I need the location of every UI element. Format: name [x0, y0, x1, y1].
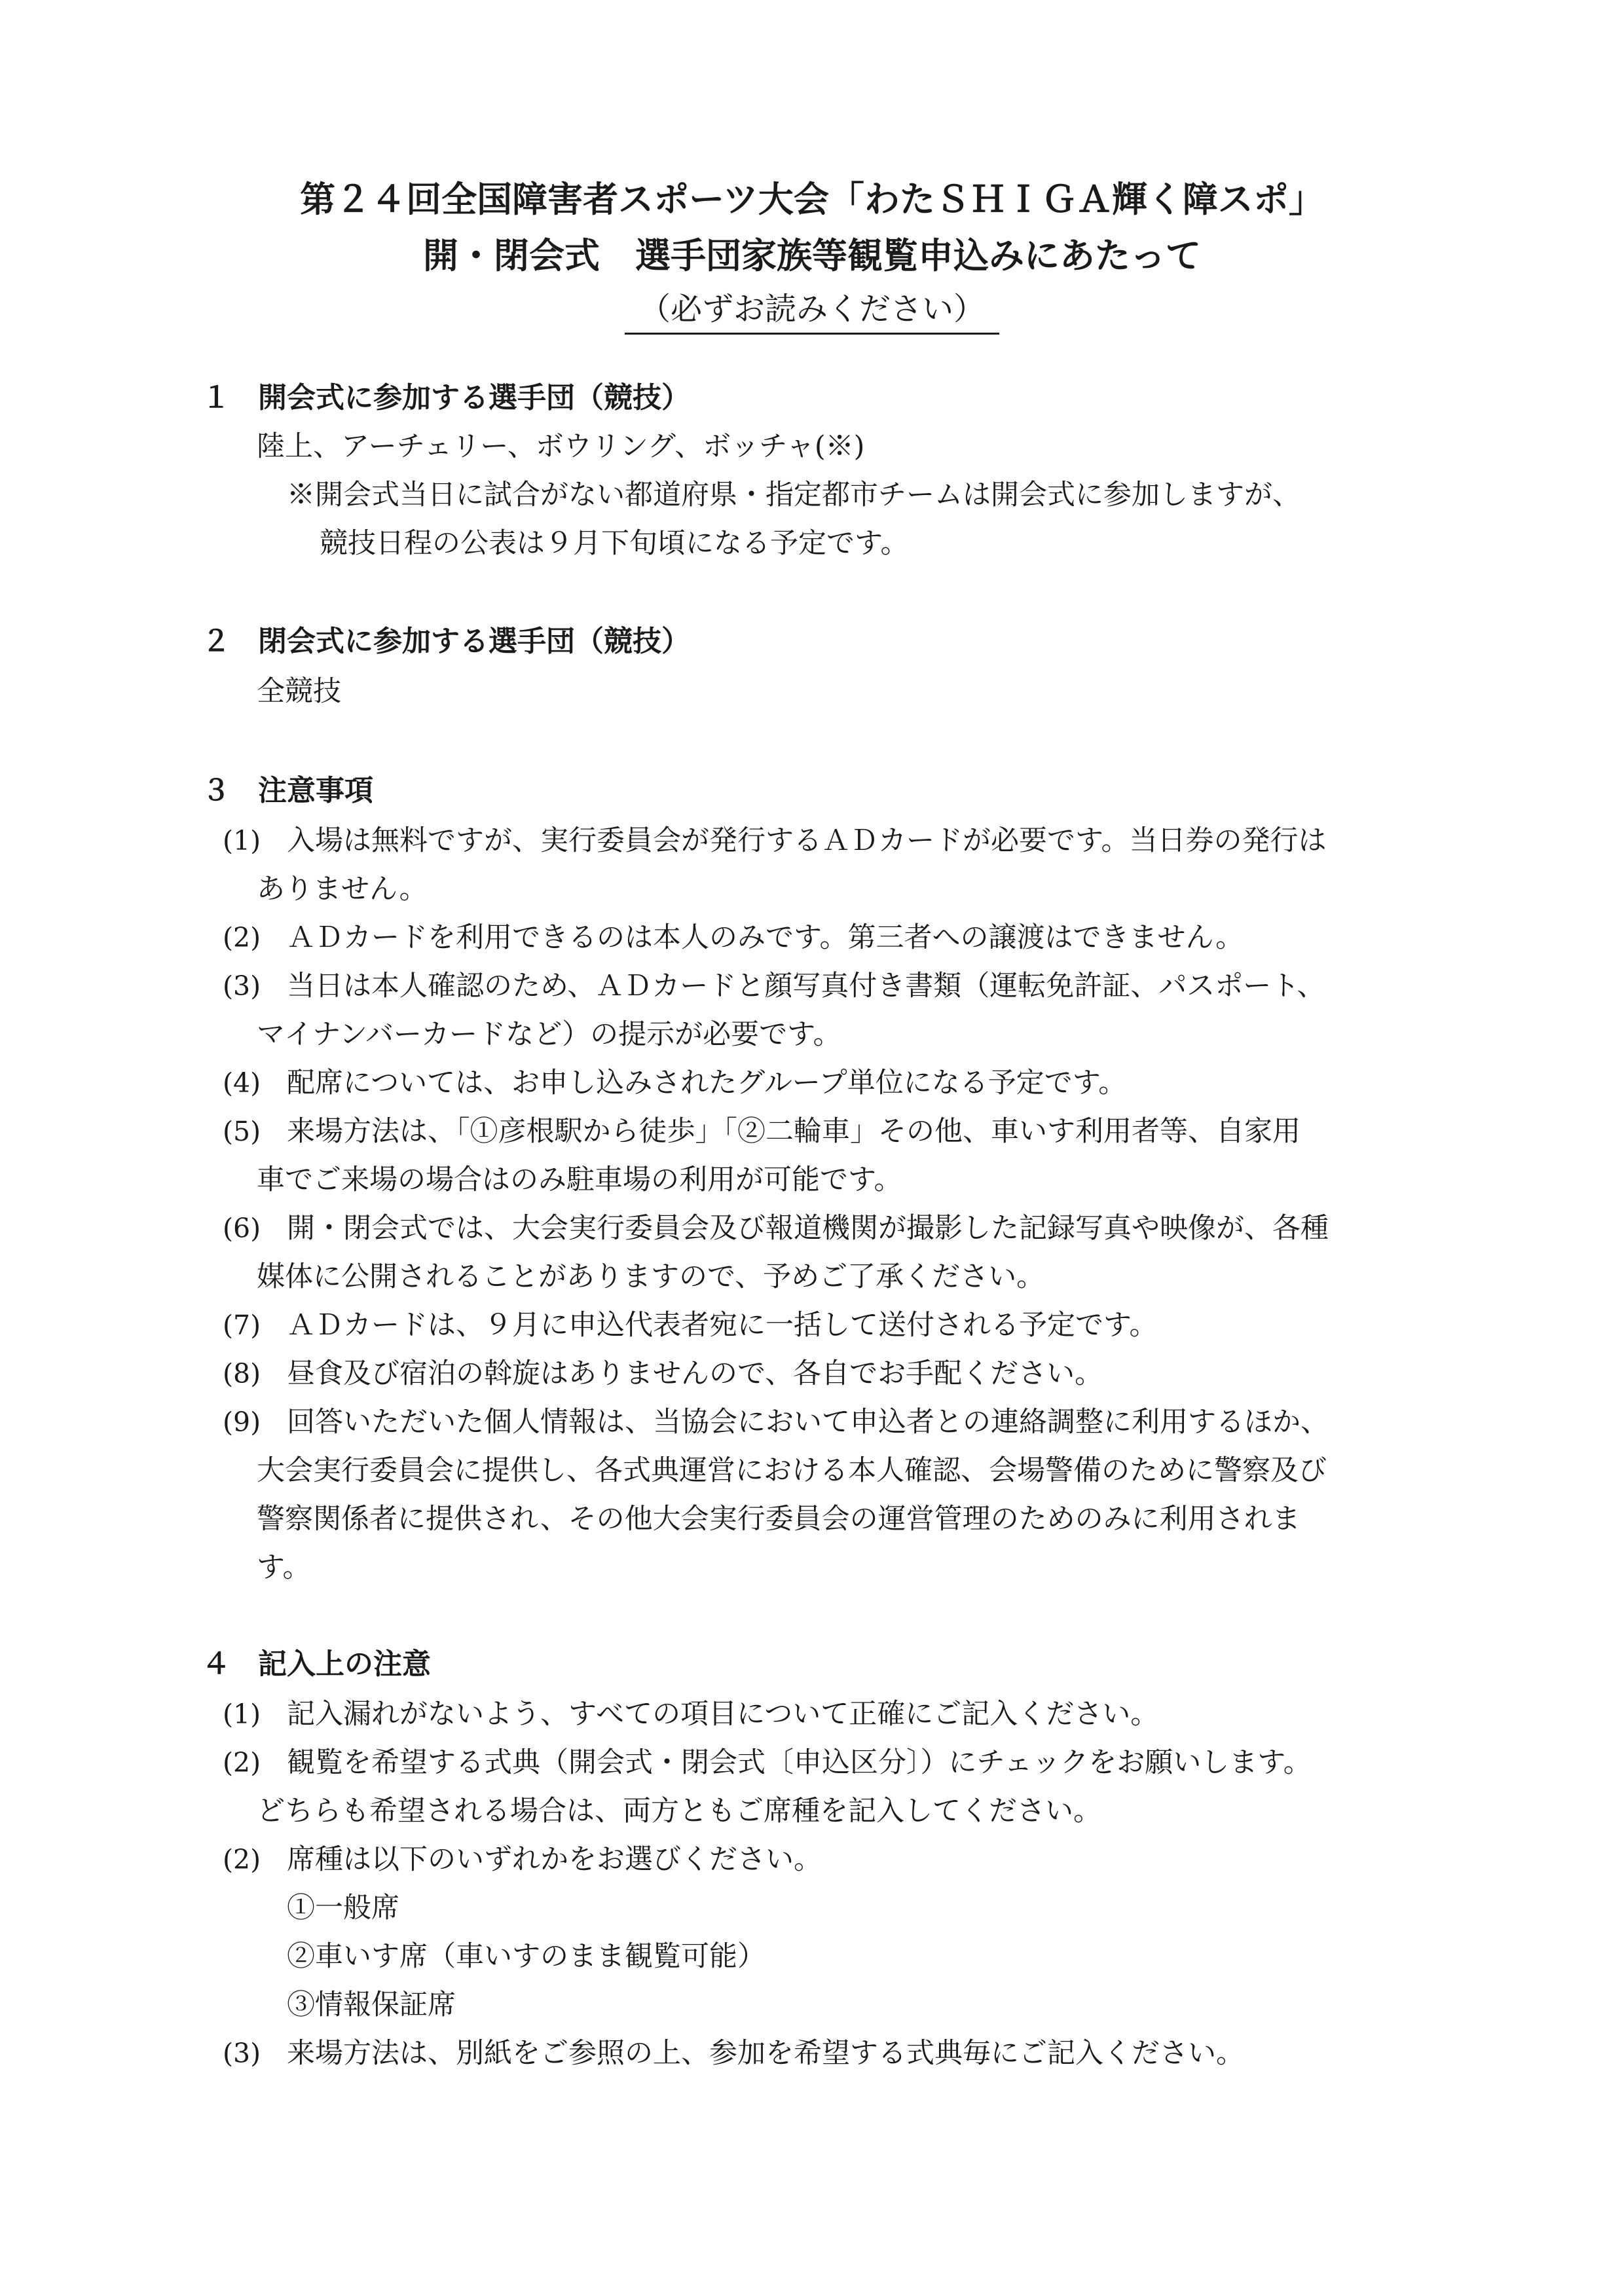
notice-item-6-text: 開・閉会式では、大会実行委員会及び報道機関が撮影した記録写真や映像が、各種 [287, 1212, 1329, 1245]
section-3-number: ３ [202, 774, 231, 807]
entry-item-4-text: 来場方法は、別紙をご参照の上、参加を希望する式典毎にご記入ください。 [287, 2037, 1244, 2070]
notice-item-1-number: (1) [223, 825, 261, 856]
notice-item-1-cont-1: ありません。 [257, 873, 428, 906]
entry-item-3-text: 席種は以下のいずれかをお選びください。 [287, 1843, 822, 1876]
title-line-1: 第２４回全国障害者スポーツ大会「わたＳＨＩＧＡ輝く障スポ」 [300, 179, 1324, 220]
notice-item-3-number: (3) [223, 970, 261, 1002]
notice-item-9-number: (9) [223, 1406, 261, 1438]
section-4-number: ４ [202, 1647, 231, 1681]
section-1-number: １ [202, 381, 231, 414]
section-2-sports: 全競技 [257, 675, 341, 708]
notice-item-4-number: (4) [223, 1067, 261, 1099]
notice-item-9-text: 回答いただいた個人情報は、当協会において申込者との連絡調整に利用するほか、 [287, 1406, 1329, 1439]
section-1-title: 開会式に参加する選手団（競技） [258, 381, 690, 414]
entry-item-2-number: (2) [223, 1747, 261, 1778]
entry-item-1-number: (1) [223, 1698, 261, 1730]
notice-item-9-cont-1: 大会実行委員会に提供し、各式典運営における本人確認、会場警備のために警察及び [257, 1454, 1327, 1487]
section-4-heading [202, 1645, 431, 1684]
notice-item-7-text: ＡＤカードは、９月に申込代表者宛に一括して送付される予定です。 [287, 1309, 1158, 1342]
notice-item-5-cont-1: 車でご来場の場合はのみ駐車場の利用が可能です。 [257, 1164, 902, 1196]
section-2-number: ２ [202, 625, 231, 658]
section-3-title: 注意事項 [258, 774, 373, 807]
entry-item-2-cont-1: どちらも希望される場合は、両方ともご席種を記入してください。 [257, 1795, 1101, 1827]
title-block [0, 172, 1624, 335]
notice-item-7-number: (7) [223, 1310, 261, 1341]
notice-item-5-number: (5) [223, 1116, 261, 1147]
section-1-heading [202, 378, 690, 418]
notice-item-2-text: ＡＤカードを利用できるのは本人のみです。第三者への譲渡はできません。 [287, 921, 1244, 954]
seat-option-general: ①一般席 [287, 1892, 399, 1924]
section-1-note-line-1: ※開会式当日に試合がない都道府県・指定都市チームは開会式に参加しますが、 [287, 479, 1301, 511]
entry-item-1-text: 記入漏れがないよう、すべての項目について正確にご記入ください。 [287, 1698, 1159, 1731]
notice-item-5-text: 来場方法は、「①彦根駅から徒歩」「②二輪車」その他、車いす利用者等、自家用 [287, 1115, 1301, 1148]
title-line-2: 開・閉会式 選手団家族等観覧申込みにあたって [423, 235, 1201, 276]
section-1-sports: 陸上、アーチェリー、ボウリング、ボッチャ(※) [257, 430, 865, 463]
notice-item-3-text: 当日は本人確認のため、ＡＤカードと顔写真付き書類（運転免許証、パスポート、 [287, 970, 1325, 1002]
entry-item-3-number: (2) [223, 1844, 261, 1875]
notice-item-4-text: 配席については、お申し込みされたグループ単位になる予定です。 [287, 1067, 1127, 1099]
entry-item-2-text: 観覧を希望する式典（開会式・閉会式〔申込区分〕）にチェックをお願いします。 [287, 1746, 1312, 1779]
notice-item-8-text: 昼食及び宿泊の斡旋はありませんので、各自でお手配ください。 [287, 1357, 1103, 1390]
notice-item-1-text: 入場は無料ですが、実行委員会が発行するＡＤカードが必要です。当日券の発行は [287, 824, 1327, 857]
seat-option-information-support: ③情報保証席 [287, 1989, 456, 2021]
entry-item-4-number: (3) [223, 2038, 261, 2069]
section-1-note-line-2: 競技日程の公表は９月下旬頃になる予定です。 [320, 527, 909, 560]
notice-item-9-cont-2: 警察関係者に提供され、その他大会実行委員会の運営管理のためのみに利用されま [257, 1503, 1301, 1535]
section-3-heading [202, 771, 373, 811]
notice-item-9-cont-3: す。 [257, 1551, 311, 1584]
section-4-title: 記入上の注意 [258, 1647, 431, 1681]
notice-item-8-number: (8) [223, 1358, 261, 1389]
section-2-title: 閉会式に参加する選手団（競技） [258, 625, 690, 658]
notice-item-6-number: (6) [223, 1213, 261, 1244]
notice-item-6-cont-1: 媒体に公開されることがありますので、予めご了承ください。 [257, 1260, 1045, 1293]
notice-item-2-number: (2) [223, 922, 261, 953]
notice-item-3-cont-1: マイナンバーカードなど）の提示が必要です。 [257, 1018, 841, 1051]
seat-option-wheelchair: ②車いす席（車いすのまま観覧可能） [287, 1940, 766, 1973]
subtitle-must-read: （必ずお読みください） [625, 288, 999, 335]
section-2-heading [202, 622, 690, 661]
